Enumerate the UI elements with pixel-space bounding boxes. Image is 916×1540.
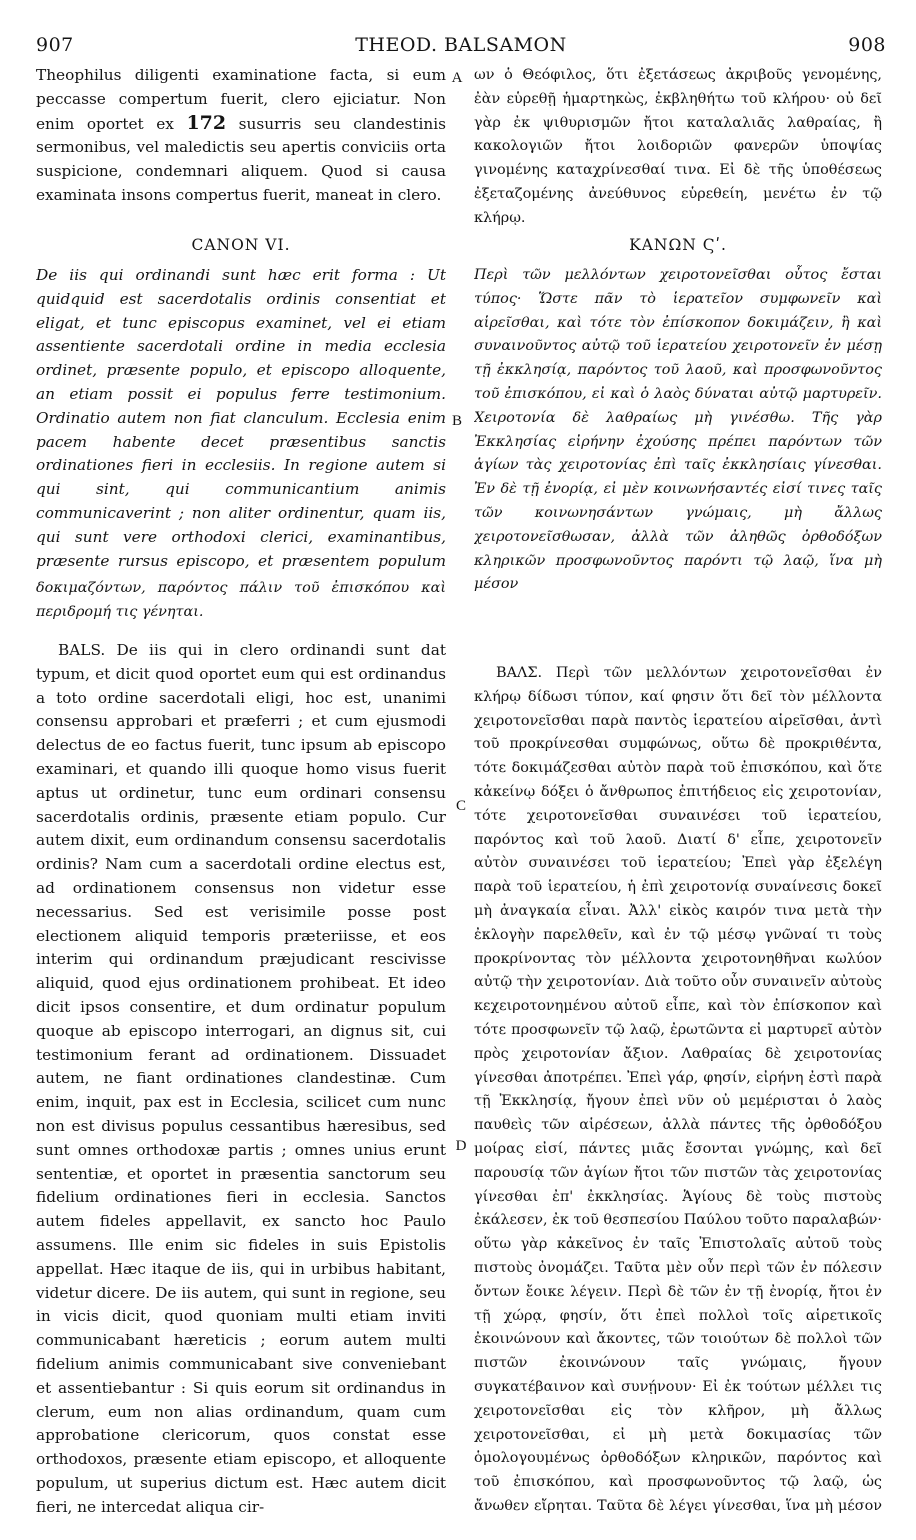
margin-letter-d: D (455, 1138, 467, 1154)
latin-intro-text-a: Theophilus diligenti examinatione facta, si eum peccasse compertum fuerit, clero ejiciatur. Non enim oportet ex (36, 66, 446, 133)
greek-canon-text: Περὶ τῶν μελλόντων χειροτονεῖσθαι οὗτος ἔσται τύπος· Ὥστε πᾶν τὸ ἱερατεῖον συμφωνεῖν καὶ αἱρεῖσθαι, καὶ τότε τὸν ἐπίσκοπον δοκιμάζειν, ἢ καὶ συναινοῦντος αὐτῷ τοῦ ἱερατείου χειροτονεῖν ἐν μέσῃ τῇ ἐκκλησίᾳ, παρόντος τοῦ λαοῦ, καὶ προσφωνοῦντος τοῦ ἐπισκόπου, εἰ καὶ ὁ λαὸς δύναται αὐτῷ μαρτυρεῖν. Χειροτονία δὲ λαθραίως μὴ γινέσθω. Τῆς γὰρ Ἐκκλησίας εἰρήνην ἐχούσης πρέπει παρόντων τῶν ἁγίων τὰς χειροτονίας ἐπὶ ταῖς ἐκκλησίαις γίνεσθαι. Ἐν δὲ τῇ ἐνορίᾳ, εἰ μὲν κοινωνήσαντές εἰσί τινες ταῖς τῶν κοινωνησάντων γνώμαις, μὴ ἄλλως χειροτονεῖσθωσαν, ἀλλὰ τῶν ἀληθῶς ὀρθοδόξων κληρικῶν προσφωνοῦντος παρόντι τῷ λαῷ, ἵνα μὴ μέσον (474, 267, 882, 593)
latin-canon-text: De iis qui ordinandi sunt hæc erit forma : Ut quidquid est sacerdotalis ordinis consentiat et eligat, et tunc episcopus examinet, vel ei etiam assentiente sacerdotali ordine in media ecclesia ordinet, præsente populo, et episcopo alloquente, an etiam possit ei populus ferre testimonium. Ordinatio autem non fiat clanculum. Ecclesia enim pacem habente decet præsentibus sanctis ordinationes fieri in ecclesiis. In regione autem si qui sint, qui communicantium animis communicaverint ; non aliter ordinentur, quam iis, qui sunt vere orthodoxi clerici, examinantibus, præsente rursus episcopo, et præsentem populum (36, 266, 446, 570)
latin-intro (36, 64, 446, 232)
latin-canon-greek-tail: δοκιμαζόντων, παρόντος πάλιν τοῦ ἐπισκόπου καὶ περιδρομή τις γένηται. (36, 580, 446, 620)
greek-column (474, 64, 882, 1524)
greek-canon-heading: ΚΑΝΩΝ Ϛʹ. (629, 236, 727, 254)
running-title: THEOD. BALSAMON (355, 34, 567, 56)
margin-letter-b: B (451, 413, 462, 429)
margin-letter-a: A (451, 70, 463, 86)
greek-intro: ων ὁ Θεόφιλος, ὅτι ἐξετάσεως ἀκριβοῦς γενομένης, ἐὰν εὑρεθῇ ἡμαρτηκὼς, ἐκβληθήτω τοῦ κλήρου· οὐ δεῖ γὰρ ἐκ ψιθυρισμῶν ἤτοι καταλαλιᾶς λαθραίας, ἢ κακολογιῶν ἤτοι λοιδοριῶν φανερῶν ὑποψίας γινομένης καταχρίνεσθαί τινα. Εἰ δὲ τῆς ὑποθέσεως ἐξεταζομένης ἀνεύθυνος εὑρεθείη, μενέτω ἐν τῷ κλήρῳ. (474, 67, 882, 226)
column-number: 172 (186, 111, 227, 134)
latin-balsamon-commentary: BALS. De iis qui in clero ordinandi sunt dat typum, et dicit quod oportet eum qui est ordinandus a toto ordine sacerdotali eligi, hoc est, unanimi consensu approbari et præferri ; et cum ejusmodi delectus de eo factus fuerit, tunc ipsum ab episcopo examinari, et quando illi quoque homo visus fuerit aptus ut ordinetur, tunc eum ordinari consensu sacerdotalis ordinis, præsente etiam populo. Cur autem dixit, eum ordinandum consensu sacerdotalis ordinis? Nam cum a sacerdotali ordine electus est, ad ordinationem consensus non videtur esse necessarius. Sed est verisimile posse post electionem aliquid temporis præteriisse, et eos interim qui ordinandum præjudicant rescivisse aliquid, quod ejus ordinationem prohibeat. Et ideo dicit ipsos consentire, et dum ordinatur populum quoque ab episcopo interrogari, an dignus sit, cui testimonium ferant ad ordinationem. Dissuadet autem, ne fiant ordinationes clandestinæ. Cum enim, inquit, pax est in Ecclesia, scilicet cum nunc non est divisus populus cessantibus hæresibus, sed sunt omnes orthodoxæ partis ; omnes unius erunt sententiæ, et oportet in præsentia sanctorum seu fidelium ordinationes fieri in ecclesia. Sanctos autem fideles appellavit, ex sancto hoc Paulo assumens. Ille enim sic fideles in suis Epistolis appellat. Hæc itaque de iis, qui in urbibus habitant, videtur dicere. De iis autem, qui sunt in regione, seu in vicis dicit, quod quoniam multi etiam inviti communicabant hæreticis ; eorum autem multi fidelium animis communicabant sive conveniebant et assentiebantur : Si quis eorum sit ordinandus in clerum, eum non alias ordinandum, quam cum approbatione clericorum, quos constat esse orthodoxos, præsente etiam episcopo, et alloquente populum, ut superius dictum est. Hæc autem dicit fieri, ne intercedat aliqua cir- (36, 641, 446, 1516)
latin-intro-text-b: susurris seu clandestinis sermonibus, vel maledictis seu apertis conviciis orta suspicione, condemnari aliquem. Quod si causa examinata insons compertus fuerit, maneat in clero. (36, 114, 446, 204)
latin-canon-heading: CANON VI. (191, 236, 291, 254)
latin-column (36, 64, 446, 1524)
running-header (36, 34, 886, 60)
greek-balsamon-commentary: ΒΑΛΣ. Περὶ τῶν μελλόντων χειροτονεῖσθαι ἐν κλήρῳ δίδωσι τύπον, καί φησιν ὅτι δεῖ τὸν μέλλοντα χειροτονεῖσθαι παρὰ παντὸς ἱερατείου αἱρεῖσθαι, ἀντὶ τοῦ προκρίνεσθαι συμφώνως, οὕτω δὲ προκριθέντα, τότε δοκιμάζεσθαι αὐτὸν παρὰ τοῦ ἐπισκόπου, καὶ ὅτε κἀκείνῳ δόξει ὁ ἄνθρωπος ἐπιτήδειος εἰς χειροτονίαν, τότε χειροτονεῖσθαι συναινέσει τοῦ ἱερατείου, παρόντος καὶ τοῦ λαοῦ. Διατί δ' εἶπε, χειροτονεῖν αὐτὸν συναινέσει τοῦ ἱερατείου; Ἐπεὶ γὰρ ἐξελέγη παρὰ τοῦ ἱερατείου, ἡ ἐπὶ χειροτονίᾳ συναίνεσις δοκεῖ μὴ ἀναγκαία εἶναι. Ἀλλ' εἰκὸς καιρόν τινα μετὰ τὴν ἐκλογὴν παρελθεῖν, καὶ ἐν τῷ μέσῳ γνῶναί τι τοὺς προκρίνοντας τὸν μέλλοντα χειροτονηθῆναι κωλύον αὐτῷ τὴν χειροτονίαν. Διὰ τοῦτο οὖν συναινεῖν αὐτοὺς κεχειροτονημένου αὐτοῦ εἶπε, καὶ τὸν ἐπίσκοπον καὶ τότε προσφωνεῖν τῷ λαῷ, ἐρωτῶντα εἰ μαρτυρεῖ αὐτὸν πρὸς χειροτονίαν ἄξιον. Λαθραίας δὲ χειροτονίας γίνεσθαι ἀποτρέπει. Ἐπεὶ γάρ, φησίν, εἰρήνη ἐστὶ παρὰ τῇ Ἐκκλησίᾳ, ἤγουν ἐπεὶ νῦν οὐ μεμέρισται ὁ λαὸς παυθεὶς τῶν αἱρέσεων, ἀλλὰ πάντες τῆς ὀρθοδόξου μοίρας εἰσί, πάντες μιᾶς ἔσονται γνώμης, καὶ δεῖ παρουσίᾳ τῶν ἁγίων ἤτοι τῶν πιστῶν τὰς χειροτονίας γίνεσθαι ἐπ' ἐκκλησίας. Ἁγίους δὲ τοὺς πιστοὺς ἐκάλεσεν, ἐκ τοῦ θεσπεσίου Παύλου τοῦτο παραλαβών· οὕτω γὰρ κἀκεῖνος ἐν ταῖς Ἐπιστολαῖς αὐτοῦ τοὺς πιστοὺς ὀνομάζει. Ταῦτα μὲν οὖν περὶ τῶν ἐν πόλεσιν ὄντων ἔοικε λέγειν. Περὶ δὲ τῶν ἐν τῇ ἐνορίᾳ, ἤτοι ἐν τῇ χώρᾳ, φησίν, ὅτι ἐπεὶ πολλοὶ τοῖς αἱρετικοῖς ἐκοινώνουν καὶ ἄκοντες, τῶν τοιούτων δὲ πολλοὶ τῶν πιστῶν ἐκοινώνουν ταῖς γνώμαις, ἤγουν συγκατέβαινον καὶ συνῄνουν· Εἰ ἐκ τούτων μέλλει τις χειροτονεῖσθαι εἰς τὸν κλῆρον, μὴ ἄλλως χειροτονεῖσθαι, εἰ μὴ μετὰ δοκιμασίας τῶν ὁμολογουμένως ὀρθοδόξων κληρικῶν, παρόντος καὶ τοῦ ἐπισκόπου, καὶ προσφωνοῦντος τῷ λαῷ, ὡς ἄνωθεν εἴρηται. Ταῦτα δὲ λέγει γίνεσθαι, ἵνα μὴ μέσον (474, 665, 882, 1514)
right-page-number: 908 (848, 34, 886, 56)
margin-letter-c: C (455, 798, 466, 814)
left-page-number: 907 (36, 34, 74, 56)
